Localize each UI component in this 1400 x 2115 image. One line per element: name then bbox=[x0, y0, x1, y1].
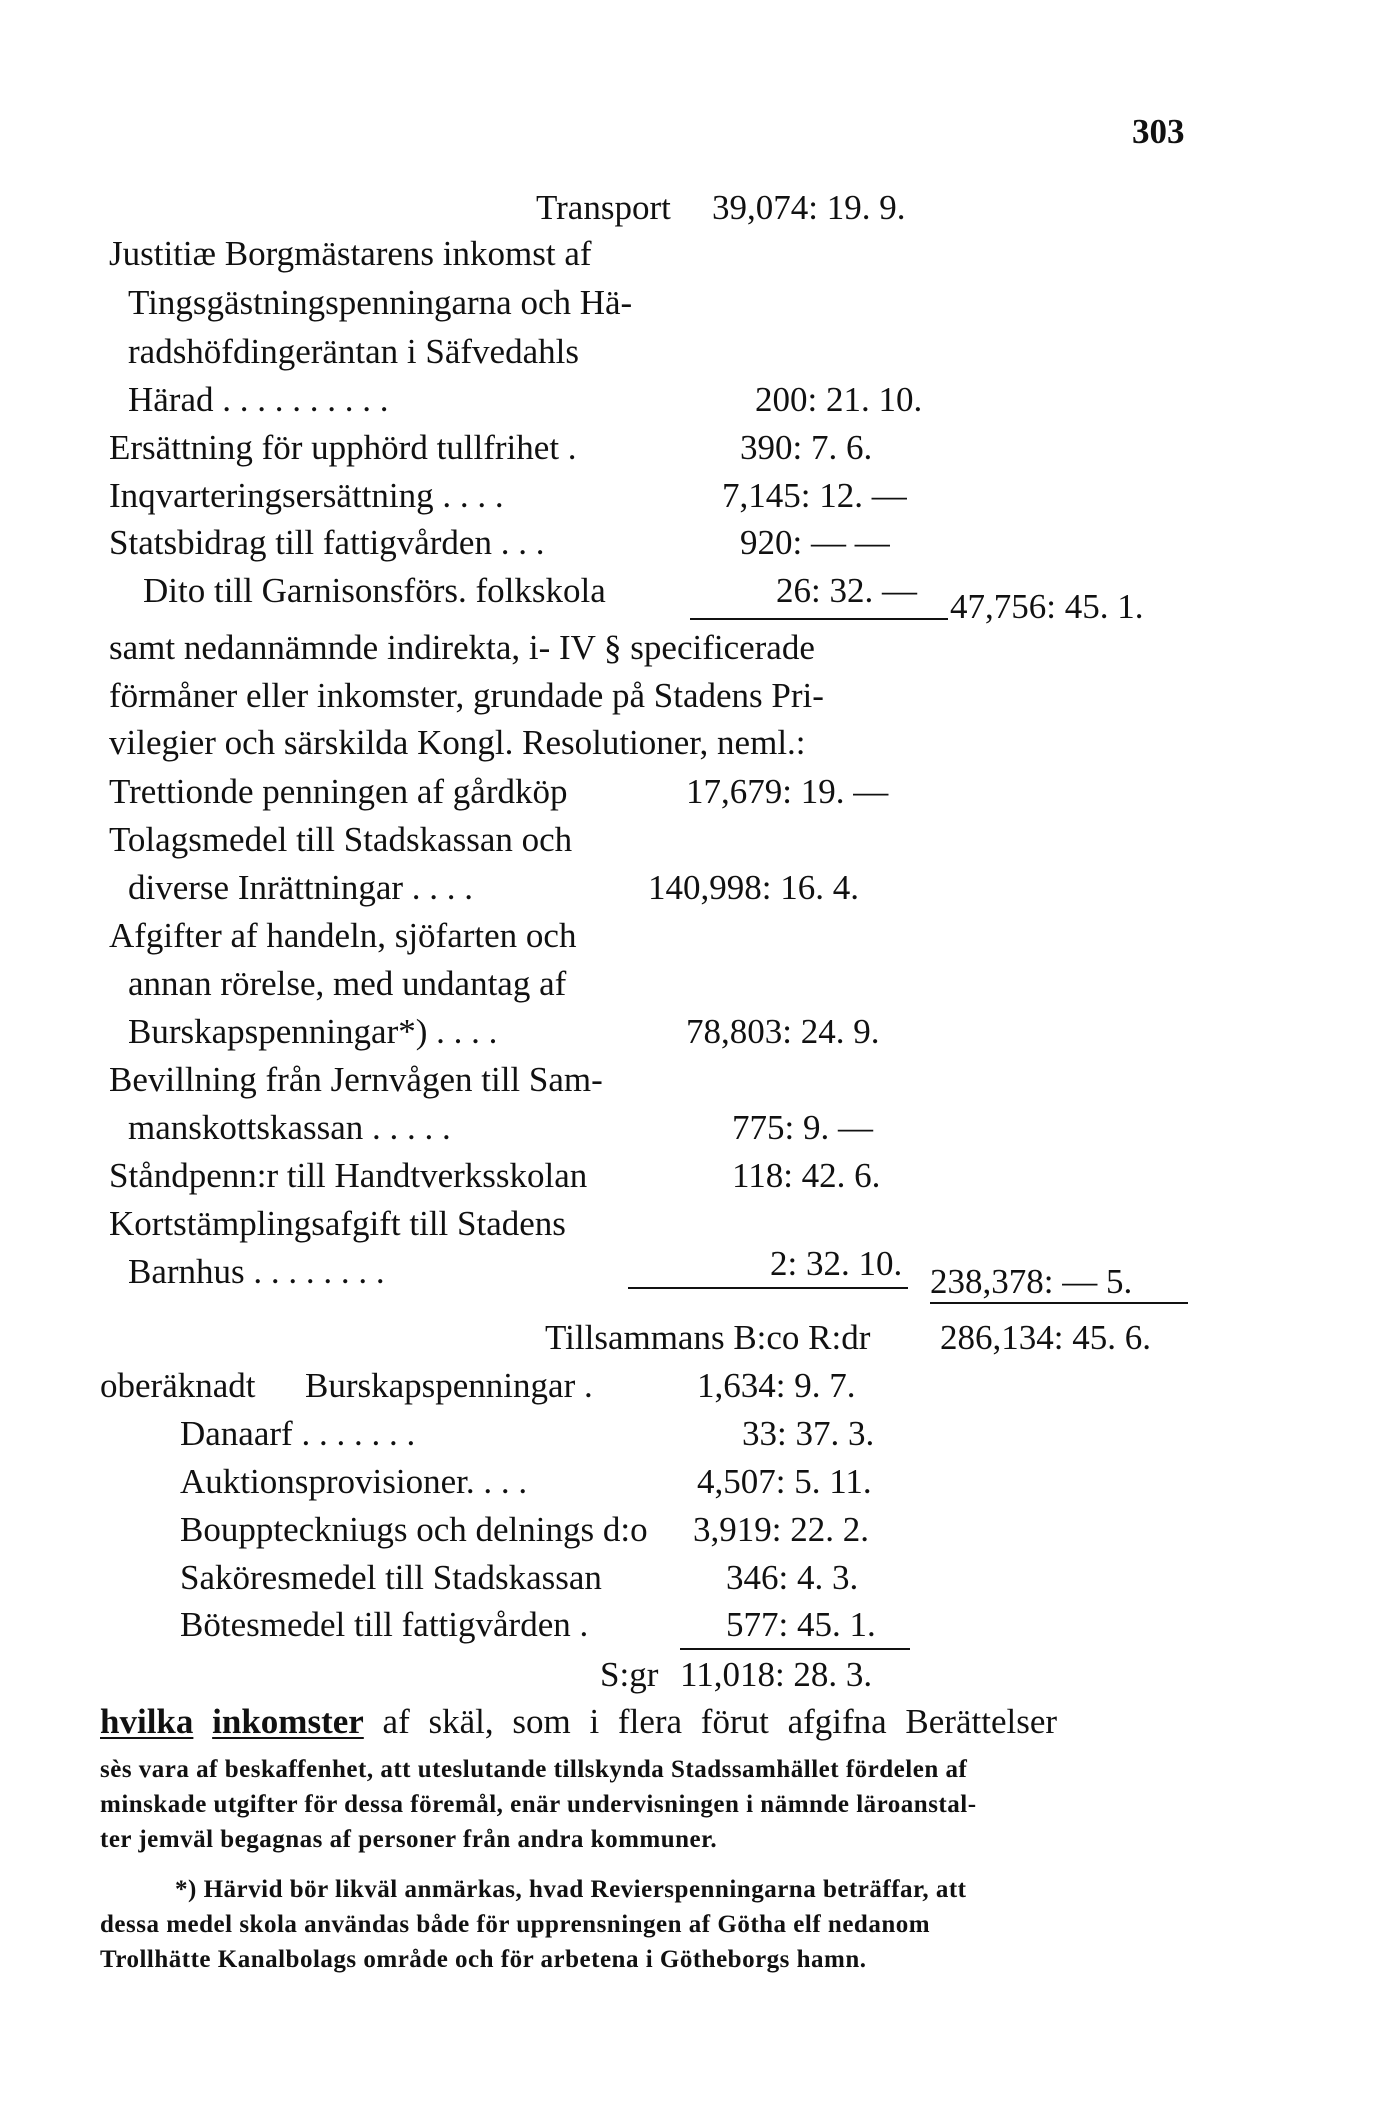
grand-total-rule bbox=[930, 1302, 1188, 1304]
footnote-line-1: *) Härvid bör likväl anmärkas, hvad Revierspenningarna beträffar, att bbox=[175, 1876, 967, 1903]
indirect-item-3-line-3: Burskapspenningar*) . . . . bbox=[128, 1012, 498, 1051]
footnote-line-2: dessa medel skola användas både för upprensningen af Götha elf nedanom bbox=[100, 1911, 931, 1938]
oberaknad-item-6-value: 577: 45. 1. bbox=[726, 1605, 876, 1644]
closing-small-line-3: ter jemväl begagnas af personer från andra kommuner. bbox=[100, 1826, 718, 1853]
oberaknad-item-3-label: Auktionsprovisioner. . . . bbox=[180, 1462, 528, 1501]
direct-item-2-value: 390: 7. 6. bbox=[740, 428, 873, 467]
indirect-item-4-line-1: Bevillning från Jernvågen till Sam- bbox=[109, 1060, 603, 1099]
direct-item-4-value: 920: — — bbox=[740, 523, 890, 562]
oberaknad-sum-label: S:gr bbox=[600, 1655, 659, 1694]
direct-item-3-line-1: Inqvarteringsersättning . . . . bbox=[109, 476, 504, 515]
oberaknad-item-4-value: 3,919: 22. 2. bbox=[693, 1510, 869, 1549]
indirect-item-3-line-2: annan rörelse, med undantag af bbox=[128, 964, 567, 1003]
oberaknad-item-2-value: 33: 37. 3. bbox=[742, 1414, 875, 1453]
oberaknad-sum-rule bbox=[680, 1648, 910, 1650]
indirect-item-4-line-2: manskottskassan . . . . . bbox=[128, 1108, 451, 1147]
intro-line-3: vilegier och särskilda Kongl. Resolutioner, neml.: bbox=[109, 723, 806, 762]
direct-item-1-line-3: radshöfdingeräntan i Säfvedahls bbox=[128, 332, 579, 371]
direct-item-5-line-1: Dito till Garnisonsförs. folkskola bbox=[143, 571, 606, 610]
indirect-subtotal-rule bbox=[628, 1287, 908, 1289]
oberaknad-item-4-label: Bouppteckniugs och delnings d:o bbox=[180, 1510, 648, 1549]
oberaknad-sum-value: 11,018: 28. 3. bbox=[680, 1655, 873, 1694]
oberaknad-item-2-label: Danaarf . . . . . . . bbox=[180, 1414, 416, 1453]
indirect-item-3-line-1: Afgifter af handeln, sjöfarten och bbox=[109, 916, 577, 955]
transport-value: 39,074: 19. 9. bbox=[712, 188, 906, 227]
indirect-item-6-line-1: Kortstämplingsafgift till Stadens bbox=[109, 1204, 566, 1243]
direct-item-1-line-4: Härad . . . . . . . . . . bbox=[128, 380, 389, 419]
page-number: 303 bbox=[1132, 112, 1185, 151]
closing-word-inkomster: inkomster bbox=[212, 1702, 364, 1741]
grand-total-label: Tillsammans B:co R:dr bbox=[545, 1318, 871, 1357]
direct-item-3-value: 7,145: 12. — bbox=[722, 476, 907, 515]
grand-total-value: 286,134: 45. 6. bbox=[940, 1318, 1151, 1357]
indirect-item-2-line-2: diverse Inrättningar . . . . bbox=[128, 868, 474, 907]
oberaknad-item-1-value: 1,634: 9. 7. bbox=[697, 1366, 856, 1405]
indirect-item-5-line-1: Ståndpenn:r till Handtverksskolan bbox=[109, 1156, 588, 1195]
indirect-item-6-line-2: Barnhus . . . . . . . . bbox=[128, 1252, 385, 1291]
intro-line-1: samt nedannämnde indirekta, i- IV § specificerade bbox=[109, 628, 815, 667]
indirect-item-2-line-1: Tolagsmedel till Stadskassan och bbox=[109, 820, 573, 859]
indirect-item-5-value: 118: 42. 6. bbox=[732, 1156, 881, 1195]
direct-subtotal-rule bbox=[690, 618, 948, 620]
direct-item-1-value: 200: 21. 10. bbox=[755, 380, 923, 419]
oberaknad-prefix: oberäknadt bbox=[100, 1366, 256, 1405]
closing-rest: af skäl, som i flera förut afgifna Berättelser bbox=[382, 1702, 1058, 1741]
closing-word-hvilka: hvilka bbox=[100, 1702, 194, 1741]
indirect-item-4-value: 775: 9. — bbox=[732, 1108, 873, 1147]
oberaknad-item-5-label: Saköresmedel till Stadskassan bbox=[180, 1558, 602, 1597]
direct-item-5-value: 26: 32. — bbox=[776, 571, 917, 610]
intro-line-2: förmåner eller inkomster, grundade på Stadens Pri- bbox=[109, 676, 824, 715]
closing-small-line-1: sès vara af beskaffenhet, att uteslutande tillskynda Stadssamhället fördelen af bbox=[100, 1756, 968, 1783]
indirect-item-1-line-1: Trettionde penningen af gårdköp bbox=[109, 772, 568, 811]
closing-small-line-2: minskade utgifter för dessa föremål, enär undervisningen i nämnde läroanstal- bbox=[100, 1791, 977, 1818]
indirect-item-6-value: 2: 32. 10. bbox=[770, 1244, 903, 1283]
direct-total: 47,756: 45. 1. bbox=[950, 587, 1144, 626]
oberaknad-item-5-value: 346: 4. 3. bbox=[726, 1558, 859, 1597]
direct-item-1-line-1: Justitiæ Borgmästarens inkomst af bbox=[109, 234, 592, 273]
closing-line bbox=[100, 1702, 1057, 1742]
indirect-item-1-value: 17,679: 19. — bbox=[686, 772, 889, 811]
footnote-line-3: Trollhätte Kanalbolags område och för arbetena i Götheborgs hamn. bbox=[100, 1946, 867, 1973]
oberaknad-item-3-value: 4,507: 5. 11. bbox=[697, 1462, 872, 1501]
direct-item-4-line-1: Statsbidrag till fattigvården . . . bbox=[109, 523, 545, 562]
direct-item-1-line-2: Tingsgästningspenningarna och Hä- bbox=[128, 283, 633, 322]
direct-item-2-line-1: Ersättning för upphörd tullfrihet . bbox=[109, 428, 577, 467]
oberaknad-item-6-label: Bötesmedel till fattigvården . bbox=[180, 1605, 589, 1644]
indirect-item-2-value: 140,998: 16. 4. bbox=[648, 868, 859, 907]
indirect-total: 238,378: — 5. bbox=[930, 1262, 1133, 1301]
indirect-item-3-value: 78,803: 24. 9. bbox=[686, 1012, 880, 1051]
transport-label: Transport bbox=[536, 188, 671, 227]
oberaknad-item-1-label: Burskapspenningar . bbox=[305, 1366, 593, 1405]
